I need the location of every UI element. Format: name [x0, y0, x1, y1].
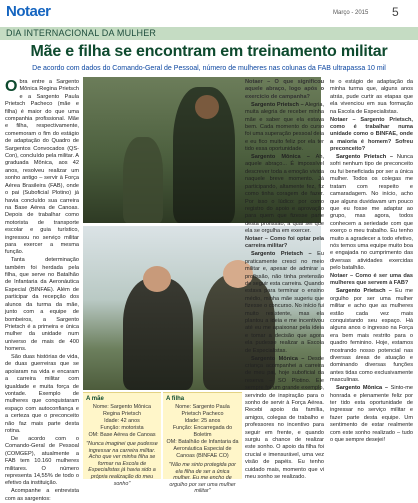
- background-figure: [123, 137, 163, 223]
- section-title: DIA INTERNACIONAL DA MULHER: [6, 28, 157, 38]
- interviewee-label: Sargento Prietsch –: [336, 288, 392, 295]
- masthead: [0, 0, 418, 26]
- interviewee-label: Sargento Mônica –: [336, 385, 388, 392]
- article-column-1: [5, 78, 79, 502]
- article-subhead: De acordo com dados do Comando-Geral de Pessoal, número de mulheres nas colunas da FAB ultrapassa 10 mil: [32, 65, 386, 72]
- interview-question: Notaer – Como foi optar pela carreira militar?: [245, 236, 324, 250]
- article-headline: Mãe e filha se encontram em treinamento militar: [30, 43, 388, 60]
- interviewee-label: Sargento Prietsch –: [336, 154, 394, 161]
- interviewee-label: Sargento Prietsch –: [251, 101, 304, 108]
- interviewee-label: Sargento Mônica –: [251, 154, 310, 161]
- caption-role: Função: motorista: [100, 425, 144, 431]
- caption-unit: OM: Batalhão de Infantaria da Aeronáutica Especial de Canoas (BINFAE CO): [166, 439, 239, 459]
- interview-question: Notaer – Sargento Prietsch, como é trabalhar numa unidade como o BINFAE, onde a maioria é homem? Sofreu preconceito?: [330, 116, 413, 153]
- paragraph: Acompanhe a entrevista com as sargentos:: [5, 488, 79, 502]
- drop-cap: O: [5, 78, 18, 95]
- newsletter-logo: Notaer: [6, 3, 51, 20]
- interview-answer: Nunca sofri nenhum tipo de preconceito ou fui beneficiada por ser a única mulher. Todos os colegas me tratam com respeito e camaradagem. No início, acho que alguns duvidavam um pouco que eu fosse me adaptar ao grupo, mas agora, todos conhecem a seriedade com que exerço o meu trabalho. Eu tenho muito a agradecer a todo efetivo, nós temos uma equipe muito boa e engajada no cumprimento das diversas atividades exercidas pelo batalhão.: [330, 154, 413, 272]
- interviewee-label: Sargento Prietsch –: [251, 251, 312, 258]
- interview-answer: Alegria, muita alegria de receber minha mãe e saber que ela estava bem. Cada momento do curso foi uma superação pessoal dela e eu fico muito feliz por ela ter tido essa oportunidade.: [245, 101, 324, 153]
- interview-answer: Eu me orgulho por ser uma mulher militar e acho que as mulheres estão cada vez mais conquistando seu espaço. Há alguns anos o ingresso na Força era bem mais restrito para o quadro feminino. Hoje, estamos mostrando nosso potencial nas diversas áreas de atuação e dominando diversas funções antes tidas como exclusivamente masculinas.: [330, 288, 413, 384]
- paragraph: São duas histórias de vida, de duas guerreiras que se apoiaram na vida e encaram a carreira militar com igualdade e muita força de vontade. Exemplo de mulheres que conquistaram espaço com autoconfiança e a certeza que o preconceito não faz mais parte desta rotina.: [5, 354, 79, 435]
- caption-heading: A filha: [166, 396, 185, 402]
- caption-mother: [83, 392, 161, 487]
- caption-name: Nome: Sargento Paula Prietsch Pacheco: [175, 404, 230, 417]
- caption-quote: "Não me sinto protegida por ela filha de ser a única mulher. Eu me encho de orgulho por ser uma mulher militar": [169, 462, 236, 495]
- caption-heading: A mãe: [86, 396, 104, 402]
- caption-age: Idade: 25 anos: [184, 418, 221, 424]
- article-column-3: [245, 79, 325, 481]
- caption-daughter: [163, 392, 242, 495]
- caption-age: Idade: 42 anos: [104, 418, 140, 424]
- caption-name: Nome: Sargento Mônica Regina Prietsch: [92, 404, 152, 417]
- article-column-4: [330, 79, 413, 477]
- caption-role: Função: Encarregada do Boletim: [172, 425, 233, 438]
- interviewee-label: Sargento Mônica –: [251, 355, 305, 362]
- page-number: 5: [392, 5, 399, 19]
- caption-quote: "Nunca imaginei que pudesse ingressar na carreira militar. Acho que ver minha filha se formar na Escola de Especialistas já havia sido a própria realização do meu sonho": [86, 441, 158, 487]
- paragraph: Tanta determinação também foi herdada pela filha, que serve no Batalhão de Infantaria da Aeronáutica Especial (BINFAE). Além de participar da recepção dos alunos da turma da mãe, junto com a equipe de bombeiros, a Sargento Prietsch é a primeira e única mulher da unidade num universo de mais de 400 homens.: [5, 257, 79, 353]
- paragraph: bra entre a Sargento Mônica Regina Prietsch e a Sargento Paula Prietsch Pacheco (mãe e filha) é maior do que uma companhia profissional. Mãe e filha, respectivamente, comemoram o fim do estágio de adaptação do Quadro de Sargentos Convocados (QS-Con), concluído pela militar. A graduada Mônica, aos 42 anos, resolveu realizar um sonho antigo – servir à Força Aérea Brasileira (FAB), onde o pai (Suboficial Plotino) já havia concluído sua carreira na Base Aérea de Canoas. Depois de trabalhar como motorista de transporte escolar e guia turístico, ingressou no serviço militar para exercer a mesma função.: [5, 79, 79, 256]
- figure-shape: [123, 278, 193, 390]
- interview-answer: Ah, aquele abraço... É impossível descrever toda a emoção vivida naquele breve momento. Já participando, altamente fez, fiz como tinha coragem de fazer. Por isso o lúdico: por como registro do apoio e aprovação para quem que fizesse parte desta profissão, a qual sei que ela se orgulha em exercer.: [245, 154, 325, 235]
- caption-unit: OM: Base Aérea de Canoas: [88, 432, 156, 438]
- paragraph: De acordo com o Comando-Geral de Pessoal (COMGEP), atualmente a FAB tem 10.160 mulheres militares. O número representa 14,55% de todo o efetivo da instituição.: [5, 436, 79, 487]
- figure-head: [143, 266, 171, 292]
- interview-answer: Desde criança acompanhei a carreira de meu pai, hoje suboficial da reserva – SO Plotino. Ele sempre foi um grande exemplo, servindo de inspiração para o sonho de servir à Força Aérea. Recebi apoio da família, amigos, colegas de trabalho e professores no incentivo para seguir em frente, e quando surgiu a chance de realizar este sonho. O apoio da filha foi crucial e imensurável, uma vez visão de papéis. Eu tenho cuidado mais, momento que vi meu sonho se realizado.: [245, 355, 324, 481]
- section-bar: [0, 27, 418, 40]
- paragraph: te o estágio de adaptação da minha turma que, alguns anos atrás, pude curtir as etapas que ela vivenciou em sua formação na Escola de Especialistas.: [330, 79, 413, 115]
- interview-question: Notaer – Como é ser uma das mulheres que servem à FAB?: [330, 273, 413, 287]
- issue-date: Março - 2015: [333, 10, 369, 16]
- interview-question: Notaer – O que significou aquele abraço, logo após o exercício de campanha?: [245, 79, 324, 100]
- interview-answer: Eu praticamente cresci no meio militar e, apesar de admirar a profissão, não tinha pretensão de seguir esta carreira. Quando estava para terminar o ensino médio, minha mãe sugeriu que fizesse o concurso. No início fui muito resistente, mas ela plantou a ideia e me incentivou até eu me apaixonar pela ideia e tomar a decisão que agora ela pudesse realizar a Escola de Especialistas.: [245, 251, 324, 354]
- figure-head: [195, 95, 219, 119]
- interview-answer: Sinto-me honrada e plenamente feliz por ter tido esta oportunidade de ingressar no serviço militar e fazer parte desta equipe. Um sentimento de estar realmente com este sonho realizado – tudo o que sempre desejei!: [330, 385, 414, 443]
